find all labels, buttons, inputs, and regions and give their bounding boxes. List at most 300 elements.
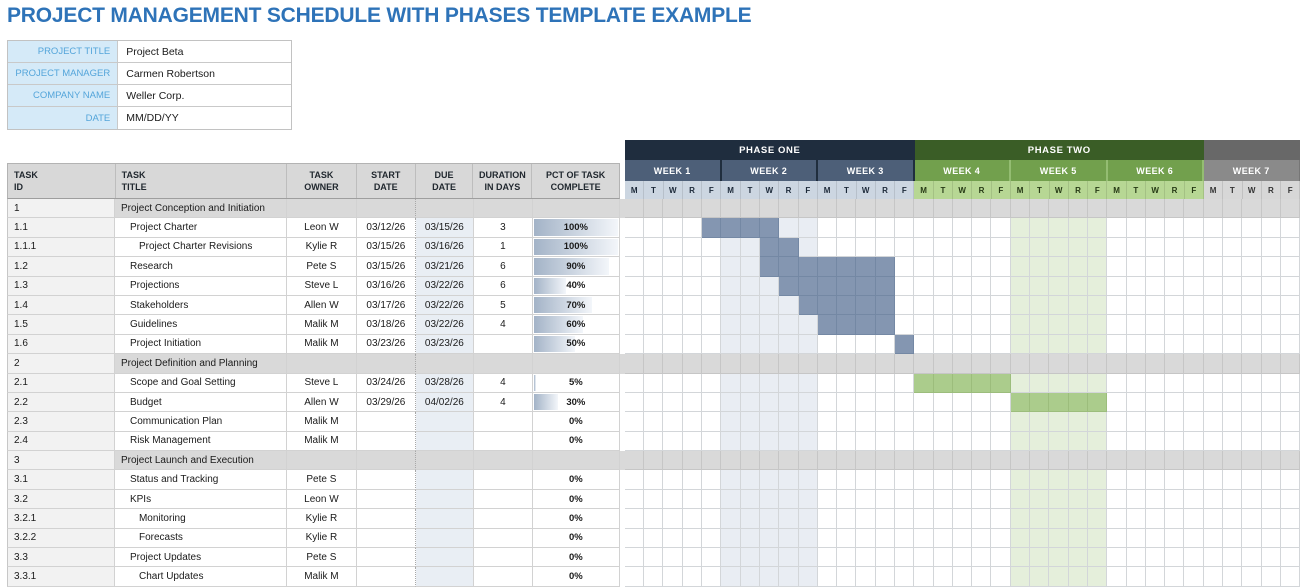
gantt-cell[interactable] bbox=[895, 315, 914, 334]
gantt-cell[interactable] bbox=[1204, 335, 1223, 354]
gantt-cell[interactable] bbox=[625, 490, 644, 509]
gantt-cell[interactable] bbox=[644, 257, 663, 276]
gantt-cell[interactable] bbox=[741, 315, 760, 334]
gantt-cell[interactable] bbox=[953, 315, 972, 334]
gantt-bar-cell[interactable] bbox=[760, 218, 779, 237]
gantt-cell[interactable] bbox=[818, 451, 837, 470]
phase-header[interactable] bbox=[915, 140, 1205, 160]
gantt-cell[interactable] bbox=[683, 393, 702, 412]
gantt-bar-cell[interactable] bbox=[1011, 393, 1030, 412]
gantt-cell[interactable] bbox=[991, 451, 1010, 470]
gantt-cell[interactable] bbox=[741, 470, 760, 489]
gantt-cell[interactable] bbox=[1281, 296, 1300, 315]
gantt-cell[interactable] bbox=[1281, 548, 1300, 567]
gantt-cell[interactable] bbox=[818, 490, 837, 509]
gantt-cell[interactable] bbox=[1165, 257, 1184, 276]
gantt-cell[interactable] bbox=[837, 335, 856, 354]
task-owner-cell[interactable]: Steve L bbox=[287, 277, 357, 296]
gantt-cell[interactable] bbox=[1107, 218, 1126, 237]
gantt-cell[interactable] bbox=[1281, 335, 1300, 354]
gantt-cell[interactable] bbox=[721, 490, 740, 509]
start-date-cell[interactable]: 03/12/26 bbox=[357, 218, 416, 237]
gantt-cell[interactable] bbox=[663, 374, 682, 393]
gantt-cell[interactable] bbox=[644, 277, 663, 296]
gantt-cell[interactable] bbox=[895, 374, 914, 393]
gantt-bar-cell[interactable] bbox=[895, 335, 914, 354]
gantt-cell[interactable] bbox=[1049, 238, 1068, 257]
gantt-cell[interactable] bbox=[837, 374, 856, 393]
gantt-cell[interactable] bbox=[625, 354, 644, 373]
gantt-cell[interactable] bbox=[1242, 296, 1261, 315]
gantt-cell[interactable] bbox=[760, 490, 779, 509]
day-header-cell[interactable]: T bbox=[1223, 181, 1242, 199]
gantt-cell[interactable] bbox=[818, 432, 837, 451]
duration-cell[interactable] bbox=[474, 548, 533, 567]
gantt-cell[interactable] bbox=[934, 548, 953, 567]
gantt-cell[interactable] bbox=[702, 374, 721, 393]
task-title-cell[interactable]: Scope and Goal Setting bbox=[115, 374, 287, 393]
start-date-cell[interactable] bbox=[357, 567, 416, 586]
col-header-pct-complete[interactable] bbox=[532, 164, 619, 198]
gantt-cell[interactable] bbox=[1281, 509, 1300, 528]
gantt-cell[interactable] bbox=[1165, 412, 1184, 431]
gantt-cell[interactable] bbox=[934, 296, 953, 315]
gantt-cell[interactable] bbox=[1088, 277, 1107, 296]
gantt-cell[interactable] bbox=[1281, 432, 1300, 451]
day-header-cell[interactable]: M bbox=[818, 181, 837, 199]
gantt-cell[interactable] bbox=[856, 335, 875, 354]
gantt-cell[interactable] bbox=[1184, 335, 1203, 354]
gantt-cell[interactable] bbox=[683, 567, 702, 586]
gantt-cell[interactable] bbox=[799, 199, 818, 218]
gantt-cell[interactable] bbox=[683, 548, 702, 567]
gantt-cell[interactable] bbox=[1107, 412, 1126, 431]
gantt-cell[interactable] bbox=[1030, 412, 1049, 431]
gantt-bar-cell[interactable] bbox=[799, 296, 818, 315]
task-owner-cell[interactable] bbox=[287, 451, 357, 470]
gantt-cell[interactable] bbox=[1030, 199, 1049, 218]
gantt-cell[interactable] bbox=[1011, 470, 1030, 489]
gantt-cell[interactable] bbox=[779, 470, 798, 489]
gantt-cell[interactable] bbox=[1146, 393, 1165, 412]
gantt-cell[interactable] bbox=[1281, 567, 1300, 586]
gantt-cell[interactable] bbox=[779, 315, 798, 334]
gantt-cell[interactable] bbox=[895, 296, 914, 315]
due-date-cell[interactable]: 03/16/26 bbox=[416, 238, 474, 257]
gantt-bar-cell[interactable] bbox=[837, 257, 856, 276]
gantt-cell[interactable] bbox=[972, 548, 991, 567]
gantt-cell[interactable] bbox=[663, 412, 682, 431]
gantt-cell[interactable] bbox=[683, 238, 702, 257]
gantt-cell[interactable] bbox=[741, 238, 760, 257]
task-id-cell[interactable]: 3.1 bbox=[7, 470, 115, 489]
gantt-cell[interactable] bbox=[644, 509, 663, 528]
gantt-cell[interactable] bbox=[702, 335, 721, 354]
gantt-cell[interactable] bbox=[625, 218, 644, 237]
pct-complete-cell[interactable] bbox=[533, 354, 620, 373]
gantt-cell[interactable] bbox=[1107, 490, 1126, 509]
pct-complete-cell[interactable] bbox=[533, 315, 620, 334]
gantt-bar-cell[interactable] bbox=[799, 257, 818, 276]
task-id-cell[interactable]: 2.1 bbox=[7, 374, 115, 393]
gantt-cell[interactable] bbox=[1242, 354, 1261, 373]
gantt-cell[interactable] bbox=[856, 470, 875, 489]
task-id-cell[interactable]: 1.1.1 bbox=[7, 238, 115, 257]
gantt-cell[interactable] bbox=[1146, 354, 1165, 373]
gantt-cell[interactable] bbox=[702, 548, 721, 567]
gantt-cell[interactable] bbox=[818, 393, 837, 412]
gantt-cell[interactable] bbox=[663, 451, 682, 470]
gantt-cell[interactable] bbox=[741, 529, 760, 548]
gantt-cell[interactable] bbox=[972, 470, 991, 489]
gantt-cell[interactable] bbox=[1127, 277, 1146, 296]
task-title-cell[interactable]: Guidelines bbox=[115, 315, 287, 334]
gantt-cell[interactable] bbox=[1262, 490, 1281, 509]
duration-cell[interactable] bbox=[474, 432, 533, 451]
gantt-cell[interactable] bbox=[1088, 412, 1107, 431]
gantt-cell[interactable] bbox=[934, 218, 953, 237]
task-title-cell[interactable]: Project Initiation bbox=[115, 335, 287, 354]
gantt-cell[interactable] bbox=[1011, 315, 1030, 334]
gantt-cell[interactable] bbox=[779, 509, 798, 528]
due-date-cell[interactable]: 03/22/26 bbox=[416, 315, 474, 334]
week-header[interactable] bbox=[1108, 160, 1205, 181]
gantt-cell[interactable] bbox=[914, 412, 933, 431]
week-header[interactable] bbox=[1204, 160, 1300, 181]
start-date-cell[interactable]: 03/18/26 bbox=[357, 315, 416, 334]
gantt-cell[interactable] bbox=[876, 451, 895, 470]
gantt-cell[interactable] bbox=[702, 354, 721, 373]
task-title-cell[interactable]: Communication Plan bbox=[115, 412, 287, 431]
gantt-cell[interactable] bbox=[1165, 335, 1184, 354]
gantt-cell[interactable] bbox=[818, 335, 837, 354]
gantt-cell[interactable] bbox=[876, 393, 895, 412]
day-header-cell[interactable]: T bbox=[1127, 181, 1146, 199]
gantt-cell[interactable] bbox=[1262, 548, 1281, 567]
gantt-cell[interactable] bbox=[1011, 335, 1030, 354]
gantt-cell[interactable] bbox=[876, 374, 895, 393]
gantt-bar-cell[interactable] bbox=[876, 315, 895, 334]
gantt-cell[interactable] bbox=[799, 548, 818, 567]
gantt-cell[interactable] bbox=[1030, 509, 1049, 528]
gantt-cell[interactable] bbox=[799, 412, 818, 431]
gantt-cell[interactable] bbox=[1049, 296, 1068, 315]
gantt-cell[interactable] bbox=[1127, 470, 1146, 489]
gantt-cell[interactable] bbox=[1011, 432, 1030, 451]
gantt-cell[interactable] bbox=[1242, 238, 1261, 257]
gantt-cell[interactable] bbox=[702, 412, 721, 431]
gantt-cell[interactable] bbox=[914, 432, 933, 451]
gantt-bar-cell[interactable] bbox=[1088, 393, 1107, 412]
gantt-cell[interactable] bbox=[779, 490, 798, 509]
gantt-cell[interactable] bbox=[799, 374, 818, 393]
gantt-cell[interactable] bbox=[1088, 529, 1107, 548]
due-date-cell[interactable] bbox=[416, 470, 474, 489]
gantt-cell[interactable] bbox=[644, 393, 663, 412]
gantt-cell[interactable] bbox=[895, 393, 914, 412]
gantt-cell[interactable] bbox=[644, 238, 663, 257]
gantt-cell[interactable] bbox=[1069, 451, 1088, 470]
gantt-cell[interactable] bbox=[1262, 296, 1281, 315]
gantt-cell[interactable] bbox=[837, 548, 856, 567]
gantt-cell[interactable] bbox=[1262, 354, 1281, 373]
gantt-cell[interactable] bbox=[1146, 470, 1165, 489]
gantt-cell[interactable] bbox=[741, 490, 760, 509]
gantt-cell[interactable] bbox=[837, 451, 856, 470]
due-date-cell[interactable]: 03/21/26 bbox=[416, 257, 474, 276]
gantt-cell[interactable] bbox=[799, 335, 818, 354]
gantt-cell[interactable] bbox=[1281, 451, 1300, 470]
gantt-cell[interactable] bbox=[644, 548, 663, 567]
week-header[interactable] bbox=[625, 160, 722, 181]
gantt-bar-cell[interactable] bbox=[991, 374, 1010, 393]
gantt-cell[interactable] bbox=[1127, 490, 1146, 509]
gantt-cell[interactable] bbox=[972, 335, 991, 354]
gantt-cell[interactable] bbox=[1049, 432, 1068, 451]
gantt-cell[interactable] bbox=[914, 393, 933, 412]
task-title-cell[interactable]: Project Charter Revisions bbox=[115, 238, 287, 257]
gantt-cell[interactable] bbox=[895, 548, 914, 567]
gantt-cell[interactable] bbox=[1107, 335, 1126, 354]
gantt-cell[interactable] bbox=[1242, 257, 1261, 276]
gantt-cell[interactable] bbox=[702, 490, 721, 509]
gantt-cell[interactable] bbox=[1088, 470, 1107, 489]
task-owner-cell[interactable]: Leon W bbox=[287, 218, 357, 237]
gantt-cell[interactable] bbox=[1165, 548, 1184, 567]
gantt-cell[interactable] bbox=[1204, 509, 1223, 528]
week-header[interactable] bbox=[915, 160, 1012, 181]
duration-cell[interactable] bbox=[474, 529, 533, 548]
gantt-cell[interactable] bbox=[1242, 315, 1261, 334]
gantt-cell[interactable] bbox=[1262, 335, 1281, 354]
phase-header[interactable] bbox=[625, 140, 915, 160]
gantt-cell[interactable] bbox=[1165, 354, 1184, 373]
gantt-cell[interactable] bbox=[721, 509, 740, 528]
gantt-cell[interactable] bbox=[1223, 393, 1242, 412]
gantt-cell[interactable] bbox=[953, 257, 972, 276]
gantt-cell[interactable] bbox=[625, 315, 644, 334]
task-title-cell[interactable]: Project Updates bbox=[115, 548, 287, 567]
gantt-cell[interactable] bbox=[991, 412, 1010, 431]
task-owner-cell[interactable]: Kylie R bbox=[287, 238, 357, 257]
gantt-cell[interactable] bbox=[1049, 567, 1068, 586]
gantt-cell[interactable] bbox=[760, 374, 779, 393]
gantt-cell[interactable] bbox=[856, 412, 875, 431]
gantt-cell[interactable] bbox=[741, 296, 760, 315]
gantt-cell[interactable] bbox=[1030, 335, 1049, 354]
gantt-cell[interactable] bbox=[1242, 567, 1261, 586]
gantt-cell[interactable] bbox=[702, 315, 721, 334]
duration-cell[interactable]: 6 bbox=[474, 277, 533, 296]
gantt-cell[interactable] bbox=[953, 393, 972, 412]
start-date-cell[interactable]: 03/24/26 bbox=[357, 374, 416, 393]
gantt-cell[interactable] bbox=[895, 432, 914, 451]
gantt-cell[interactable] bbox=[1165, 567, 1184, 586]
gantt-cell[interactable] bbox=[1262, 315, 1281, 334]
task-id-cell[interactable]: 1.2 bbox=[7, 257, 115, 276]
gantt-cell[interactable] bbox=[818, 567, 837, 586]
gantt-cell[interactable] bbox=[1223, 567, 1242, 586]
gantt-cell[interactable] bbox=[856, 451, 875, 470]
gantt-cell[interactable] bbox=[972, 354, 991, 373]
day-header-cell[interactable]: W bbox=[760, 181, 779, 199]
gantt-cell[interactable] bbox=[1204, 470, 1223, 489]
gantt-cell[interactable] bbox=[702, 432, 721, 451]
gantt-cell[interactable] bbox=[799, 470, 818, 489]
due-date-cell[interactable] bbox=[416, 451, 474, 470]
gantt-cell[interactable] bbox=[1262, 238, 1281, 257]
pct-complete-cell[interactable] bbox=[533, 490, 620, 509]
col-header-duration[interactable] bbox=[473, 164, 532, 198]
gantt-cell[interactable] bbox=[1281, 354, 1300, 373]
start-date-cell[interactable]: 03/29/26 bbox=[357, 393, 416, 412]
gantt-cell[interactable] bbox=[818, 238, 837, 257]
gantt-cell[interactable] bbox=[760, 432, 779, 451]
gantt-cell[interactable] bbox=[702, 567, 721, 586]
gantt-cell[interactable] bbox=[1262, 412, 1281, 431]
gantt-cell[interactable] bbox=[1204, 490, 1223, 509]
gantt-cell[interactable] bbox=[1165, 393, 1184, 412]
col-header-task-title[interactable] bbox=[116, 164, 287, 198]
gantt-cell[interactable] bbox=[1069, 354, 1088, 373]
pct-complete-cell[interactable] bbox=[533, 374, 620, 393]
gantt-bar-cell[interactable] bbox=[856, 277, 875, 296]
gantt-cell[interactable] bbox=[914, 296, 933, 315]
gantt-cell[interactable] bbox=[683, 509, 702, 528]
gantt-cell[interactable] bbox=[1088, 354, 1107, 373]
gantt-cell[interactable] bbox=[1146, 238, 1165, 257]
task-id-cell[interactable]: 3.3.1 bbox=[7, 567, 115, 586]
gantt-cell[interactable] bbox=[721, 470, 740, 489]
due-date-cell[interactable]: 03/23/26 bbox=[416, 335, 474, 354]
gantt-cell[interactable] bbox=[625, 335, 644, 354]
gantt-cell[interactable] bbox=[1069, 277, 1088, 296]
gantt-cell[interactable] bbox=[663, 277, 682, 296]
gantt-cell[interactable] bbox=[1069, 257, 1088, 276]
gantt-cell[interactable] bbox=[625, 432, 644, 451]
duration-cell[interactable]: 1 bbox=[474, 238, 533, 257]
col-header-due-date[interactable] bbox=[416, 164, 474, 198]
gantt-cell[interactable] bbox=[1184, 451, 1203, 470]
due-date-cell[interactable]: 04/02/26 bbox=[416, 393, 474, 412]
gantt-cell[interactable] bbox=[760, 199, 779, 218]
gantt-cell[interactable] bbox=[683, 374, 702, 393]
gantt-cell[interactable] bbox=[760, 393, 779, 412]
gantt-cell[interactable] bbox=[1223, 354, 1242, 373]
gantt-cell[interactable] bbox=[741, 374, 760, 393]
duration-cell[interactable] bbox=[474, 509, 533, 528]
task-id-cell[interactable]: 2 bbox=[7, 354, 115, 373]
gantt-cell[interactable] bbox=[625, 567, 644, 586]
gantt-cell[interactable] bbox=[856, 490, 875, 509]
gantt-cell[interactable] bbox=[644, 490, 663, 509]
task-owner-cell[interactable]: Kylie R bbox=[287, 509, 357, 528]
gantt-cell[interactable] bbox=[895, 567, 914, 586]
start-date-cell[interactable] bbox=[357, 529, 416, 548]
gantt-cell[interactable] bbox=[972, 432, 991, 451]
duration-cell[interactable] bbox=[474, 412, 533, 431]
gantt-cell[interactable] bbox=[914, 529, 933, 548]
gantt-cell[interactable] bbox=[799, 567, 818, 586]
gantt-cell[interactable] bbox=[972, 218, 991, 237]
gantt-cell[interactable] bbox=[1088, 315, 1107, 334]
gantt-cell[interactable] bbox=[760, 412, 779, 431]
gantt-bar-cell[interactable] bbox=[799, 277, 818, 296]
gantt-cell[interactable] bbox=[837, 238, 856, 257]
gantt-cell[interactable] bbox=[1011, 257, 1030, 276]
gantt-cell[interactable] bbox=[760, 277, 779, 296]
day-header-cell[interactable]: R bbox=[1262, 181, 1281, 199]
gantt-cell[interactable] bbox=[1184, 509, 1203, 528]
gantt-cell[interactable] bbox=[721, 315, 740, 334]
gantt-cell[interactable] bbox=[799, 509, 818, 528]
gantt-cell[interactable] bbox=[721, 412, 740, 431]
gantt-cell[interactable] bbox=[1011, 412, 1030, 431]
gantt-cell[interactable] bbox=[1011, 199, 1030, 218]
gantt-cell[interactable] bbox=[856, 393, 875, 412]
gantt-cell[interactable] bbox=[1242, 393, 1261, 412]
pct-complete-cell[interactable] bbox=[533, 548, 620, 567]
gantt-cell[interactable] bbox=[1184, 548, 1203, 567]
gantt-cell[interactable] bbox=[721, 257, 740, 276]
task-title-cell[interactable]: Monitoring bbox=[115, 509, 287, 528]
pct-complete-cell[interactable] bbox=[533, 257, 620, 276]
gantt-cell[interactable] bbox=[625, 509, 644, 528]
gantt-cell[interactable] bbox=[683, 490, 702, 509]
day-header-cell[interactable]: R bbox=[1069, 181, 1088, 199]
day-header-cell[interactable]: M bbox=[1107, 181, 1126, 199]
gantt-cell[interactable] bbox=[741, 354, 760, 373]
info-field-value[interactable]: Carmen Robertson bbox=[117, 63, 291, 84]
gantt-cell[interactable] bbox=[721, 199, 740, 218]
gantt-cell[interactable] bbox=[702, 529, 721, 548]
gantt-cell[interactable] bbox=[837, 432, 856, 451]
gantt-cell[interactable] bbox=[625, 451, 644, 470]
gantt-cell[interactable] bbox=[760, 335, 779, 354]
duration-cell[interactable]: 4 bbox=[474, 393, 533, 412]
gantt-cell[interactable] bbox=[1107, 393, 1126, 412]
start-date-cell[interactable] bbox=[357, 490, 416, 509]
task-id-cell[interactable]: 1.6 bbox=[7, 335, 115, 354]
gantt-cell[interactable] bbox=[663, 218, 682, 237]
gantt-cell[interactable] bbox=[741, 432, 760, 451]
gantt-cell[interactable] bbox=[1281, 529, 1300, 548]
gantt-cell[interactable] bbox=[895, 354, 914, 373]
day-header-cell[interactable]: W bbox=[953, 181, 972, 199]
day-header-cell[interactable]: R bbox=[1165, 181, 1184, 199]
gantt-cell[interactable] bbox=[625, 548, 644, 567]
gantt-cell[interactable] bbox=[934, 277, 953, 296]
gantt-cell[interactable] bbox=[760, 296, 779, 315]
day-header-cell[interactable]: R bbox=[779, 181, 798, 199]
gantt-cell[interactable] bbox=[1030, 315, 1049, 334]
task-title-cell[interactable]: Risk Management bbox=[115, 432, 287, 451]
gantt-cell[interactable] bbox=[1242, 470, 1261, 489]
gantt-cell[interactable] bbox=[721, 529, 740, 548]
gantt-cell[interactable] bbox=[779, 354, 798, 373]
gantt-cell[interactable] bbox=[1011, 218, 1030, 237]
gantt-cell[interactable] bbox=[972, 296, 991, 315]
gantt-cell[interactable] bbox=[1088, 296, 1107, 315]
gantt-cell[interactable] bbox=[934, 490, 953, 509]
task-owner-cell[interactable]: Kylie R bbox=[287, 529, 357, 548]
gantt-bar-cell[interactable] bbox=[818, 296, 837, 315]
gantt-cell[interactable] bbox=[1146, 567, 1165, 586]
gantt-bar-cell[interactable] bbox=[856, 257, 875, 276]
gantt-cell[interactable] bbox=[1069, 199, 1088, 218]
gantt-bar-cell[interactable] bbox=[876, 257, 895, 276]
info-field-value[interactable]: Weller Corp. bbox=[117, 85, 291, 106]
